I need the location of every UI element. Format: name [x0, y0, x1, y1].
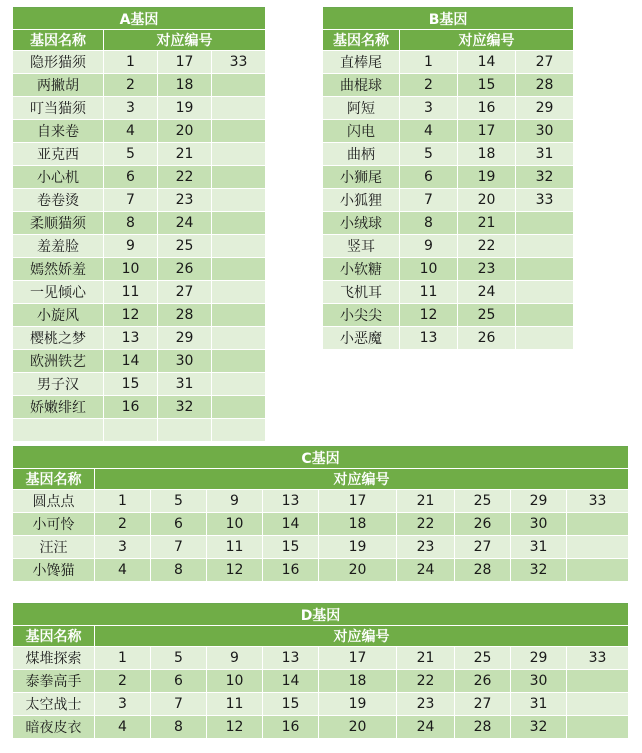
table-row: [13, 559, 629, 582]
code-cell: [212, 327, 266, 350]
code-cell: 27: [516, 51, 574, 74]
code-cell: [212, 373, 266, 396]
code-cell: 30: [511, 513, 567, 536]
gene-name-cell: 欧洲铁艺: [13, 350, 104, 373]
code-cell: [212, 419, 266, 442]
code-cell: 19: [158, 97, 212, 120]
code-cell: 1: [104, 51, 158, 74]
table-row: [13, 281, 266, 304]
table-row: [13, 396, 266, 419]
code-cell: 33: [212, 51, 266, 74]
code-cell: [567, 693, 629, 716]
code-cell: 3: [104, 97, 158, 120]
code-cell: 6: [104, 166, 158, 189]
code-cell: 13: [263, 647, 319, 670]
table-header-row: [323, 30, 574, 51]
code-cell: 32: [511, 716, 567, 739]
code-cell: [212, 212, 266, 235]
table-title-row: [13, 8, 266, 30]
code-cell: [567, 513, 629, 536]
code-cell: 20: [158, 120, 212, 143]
table-title-row: [13, 604, 629, 626]
code-cell: 10: [207, 513, 263, 536]
table-row: [13, 327, 266, 350]
code-cell: 16: [263, 559, 319, 582]
code-cell: 28: [516, 74, 574, 97]
code-cell: 26: [158, 258, 212, 281]
code-cell: 28: [455, 716, 511, 739]
code-cell: 1: [95, 490, 151, 513]
code-cell: 26: [455, 670, 511, 693]
code-cell: [567, 536, 629, 559]
code-cell: 25: [158, 235, 212, 258]
code-cell: 25: [458, 304, 516, 327]
code-cell: 26: [455, 513, 511, 536]
table-row: [323, 51, 574, 74]
code-cell: 6: [400, 166, 458, 189]
gene-name-cell: 隐形猫须: [13, 51, 104, 74]
gene-name-cell: 太空战士: [13, 693, 95, 716]
header-gene-name: 基因名称: [13, 469, 95, 490]
code-cell: 7: [400, 189, 458, 212]
gene-name-cell: 泰拳高手: [13, 670, 95, 693]
code-cell: 12: [207, 716, 263, 739]
code-cell: 17: [158, 51, 212, 74]
table-row: [13, 490, 629, 513]
table-row: [323, 327, 574, 350]
code-cell: 24: [397, 559, 455, 582]
code-cell: 11: [104, 281, 158, 304]
table-row: [13, 143, 266, 166]
gene-table-b: [322, 7, 574, 350]
gene-table-c: [12, 446, 629, 582]
table-row: [13, 97, 266, 120]
code-cell: 13: [400, 327, 458, 350]
table-row: [323, 212, 574, 235]
code-cell: 15: [104, 373, 158, 396]
gene-name-cell: 小绒球: [323, 212, 400, 235]
code-cell: 33: [567, 490, 629, 513]
code-cell: 11: [400, 281, 458, 304]
code-cell: [212, 97, 266, 120]
gene-name-cell: 嫣然娇羞: [13, 258, 104, 281]
code-cell: [212, 235, 266, 258]
table-row: [13, 373, 266, 396]
code-cell: 21: [397, 490, 455, 513]
code-cell: 18: [319, 513, 397, 536]
code-cell: 21: [158, 143, 212, 166]
code-cell: 1: [400, 51, 458, 74]
code-cell: 25: [455, 490, 511, 513]
code-cell: 30: [158, 350, 212, 373]
gene-name-cell: 娇嫩绯红: [13, 396, 104, 419]
code-cell: 1: [95, 647, 151, 670]
code-cell: 6: [151, 670, 207, 693]
gene-name-cell: 自来卷: [13, 120, 104, 143]
code-cell: 22: [158, 166, 212, 189]
code-cell: 30: [516, 120, 574, 143]
code-cell: [104, 419, 158, 442]
code-cell: 25: [455, 647, 511, 670]
gene-name-cell: 小馋猫: [13, 559, 95, 582]
table-row: [323, 74, 574, 97]
code-cell: [516, 327, 574, 350]
table-header-row: [13, 469, 629, 490]
gene-name-cell: 闪电: [323, 120, 400, 143]
code-cell: 22: [458, 235, 516, 258]
code-cell: 2: [400, 74, 458, 97]
code-cell: [212, 281, 266, 304]
table-row: [13, 716, 629, 739]
gene-name-cell: 柔顺猫须: [13, 212, 104, 235]
table-row: [13, 350, 266, 373]
code-cell: 24: [158, 212, 212, 235]
code-cell: 3: [95, 536, 151, 559]
code-cell: 11: [207, 536, 263, 559]
table-row: [13, 693, 629, 716]
gene-name-cell: 叮当猫须: [13, 97, 104, 120]
code-cell: [567, 559, 629, 582]
table-row: [13, 258, 266, 281]
code-cell: 31: [511, 693, 567, 716]
code-cell: [212, 143, 266, 166]
code-cell: 8: [400, 212, 458, 235]
code-cell: 14: [263, 670, 319, 693]
code-cell: [516, 258, 574, 281]
code-cell: 14: [104, 350, 158, 373]
code-cell: 10: [207, 670, 263, 693]
code-cell: 8: [104, 212, 158, 235]
code-cell: [567, 670, 629, 693]
gene-name-cell: 一见倾心: [13, 281, 104, 304]
code-cell: 16: [104, 396, 158, 419]
code-cell: 23: [397, 536, 455, 559]
code-cell: [212, 166, 266, 189]
code-cell: 7: [104, 189, 158, 212]
table-row: [323, 120, 574, 143]
code-cell: [212, 258, 266, 281]
code-cell: 9: [207, 647, 263, 670]
table-row: [13, 513, 629, 536]
table-row: [13, 647, 629, 670]
code-cell: 33: [516, 189, 574, 212]
code-cell: 28: [455, 559, 511, 582]
gene-name-cell: 小旋风: [13, 304, 104, 327]
table-row: [13, 166, 266, 189]
code-cell: 28: [158, 304, 212, 327]
code-cell: 15: [263, 536, 319, 559]
code-cell: [567, 716, 629, 739]
table-row: [323, 304, 574, 327]
gene-table-a: [12, 7, 266, 442]
code-cell: 4: [104, 120, 158, 143]
code-cell: 17: [319, 490, 397, 513]
code-cell: 11: [207, 693, 263, 716]
table-row: [13, 670, 629, 693]
gene-name-cell: 直棒尾: [323, 51, 400, 74]
code-cell: [516, 304, 574, 327]
code-cell: 10: [104, 258, 158, 281]
code-cell: 23: [458, 258, 516, 281]
code-cell: 18: [158, 74, 212, 97]
header-code: 对应编号: [95, 469, 629, 490]
gene-name-cell: 小恶魔: [323, 327, 400, 350]
gene-name-cell: 男子汉: [13, 373, 104, 396]
gene-name-cell: 暗夜皮衣: [13, 716, 95, 739]
code-cell: 20: [458, 189, 516, 212]
table-row: [13, 419, 266, 442]
code-cell: 2: [104, 74, 158, 97]
table-title: A基因: [13, 8, 266, 30]
code-cell: [212, 74, 266, 97]
table-title: C基因: [13, 447, 629, 469]
code-cell: 27: [455, 536, 511, 559]
table-row: [323, 281, 574, 304]
table-title: D基因: [13, 604, 629, 626]
table-row: [323, 97, 574, 120]
gene-name-cell: 竖耳: [323, 235, 400, 258]
gene-name-cell: 羞羞脸: [13, 235, 104, 258]
code-cell: 8: [151, 716, 207, 739]
code-cell: 12: [400, 304, 458, 327]
code-cell: 14: [263, 513, 319, 536]
code-cell: 16: [458, 97, 516, 120]
code-cell: 13: [104, 327, 158, 350]
table-header-row: [13, 30, 266, 51]
code-cell: 32: [511, 559, 567, 582]
table-row: [13, 235, 266, 258]
gene-name-cell: 汪汪: [13, 536, 95, 559]
code-cell: 21: [397, 647, 455, 670]
table-row: [323, 166, 574, 189]
table-row: [13, 120, 266, 143]
code-cell: 5: [104, 143, 158, 166]
code-cell: 17: [458, 120, 516, 143]
gene-name-cell: 小尖尖: [323, 304, 400, 327]
code-cell: 32: [516, 166, 574, 189]
table-row: [13, 304, 266, 327]
table-title-row: [13, 447, 629, 469]
code-cell: [212, 396, 266, 419]
table-row: [323, 189, 574, 212]
header-gene-name: 基因名称: [323, 30, 400, 51]
code-cell: 23: [397, 693, 455, 716]
code-cell: 31: [158, 373, 212, 396]
code-cell: 27: [455, 693, 511, 716]
gene-name-cell: 曲柄: [323, 143, 400, 166]
gene-name-cell: 圆点点: [13, 490, 95, 513]
table-title-row: [323, 8, 574, 30]
code-cell: 5: [400, 143, 458, 166]
table-header-row: [13, 626, 629, 647]
gene-name-cell: 小软糖: [323, 258, 400, 281]
gene-name-cell: 小狮尾: [323, 166, 400, 189]
code-cell: 24: [458, 281, 516, 304]
table-row: [13, 74, 266, 97]
code-cell: 27: [158, 281, 212, 304]
code-cell: 20: [319, 716, 397, 739]
gene-name-cell: 小心机: [13, 166, 104, 189]
gene-name-cell: 曲棍球: [323, 74, 400, 97]
code-cell: 18: [319, 670, 397, 693]
gene-name-cell: 卷卷烫: [13, 189, 104, 212]
header-code: 对应编号: [400, 30, 574, 51]
code-cell: 12: [104, 304, 158, 327]
code-cell: 23: [158, 189, 212, 212]
code-cell: 24: [397, 716, 455, 739]
code-cell: 14: [458, 51, 516, 74]
code-cell: 2: [95, 670, 151, 693]
code-cell: 5: [151, 490, 207, 513]
code-cell: [516, 212, 574, 235]
table-row: [13, 212, 266, 235]
code-cell: [158, 419, 212, 442]
table-row: [323, 258, 574, 281]
header-code: 对应编号: [104, 30, 266, 51]
code-cell: 15: [458, 74, 516, 97]
code-cell: 10: [400, 258, 458, 281]
gene-name-cell: 两撇胡: [13, 74, 104, 97]
gene-name-cell: 阿短: [323, 97, 400, 120]
code-cell: 3: [95, 693, 151, 716]
code-cell: 30: [511, 670, 567, 693]
code-cell: 7: [151, 693, 207, 716]
gene-name-cell: 亚克西: [13, 143, 104, 166]
code-cell: 29: [511, 490, 567, 513]
header-gene-name: 基因名称: [13, 30, 104, 51]
code-cell: 29: [516, 97, 574, 120]
code-cell: 19: [458, 166, 516, 189]
code-cell: 6: [151, 513, 207, 536]
code-cell: 21: [458, 212, 516, 235]
code-cell: [516, 281, 574, 304]
code-cell: 26: [458, 327, 516, 350]
header-code: 对应编号: [95, 626, 629, 647]
gene-name-cell: 煤堆探索: [13, 647, 95, 670]
code-cell: 8: [151, 559, 207, 582]
code-cell: 22: [397, 670, 455, 693]
code-cell: 12: [207, 559, 263, 582]
code-cell: 9: [400, 235, 458, 258]
code-cell: 16: [263, 716, 319, 739]
code-cell: [516, 235, 574, 258]
code-cell: [212, 189, 266, 212]
code-cell: 29: [511, 647, 567, 670]
code-cell: 7: [151, 536, 207, 559]
header-gene-name: 基因名称: [13, 626, 95, 647]
code-cell: 22: [397, 513, 455, 536]
code-cell: [212, 120, 266, 143]
code-cell: 32: [158, 396, 212, 419]
code-cell: 5: [151, 647, 207, 670]
gene-name-cell: 小可怜: [13, 513, 95, 536]
code-cell: 4: [95, 559, 151, 582]
table-row: [13, 536, 629, 559]
code-cell: 9: [104, 235, 158, 258]
code-cell: [212, 350, 266, 373]
table-row: [13, 51, 266, 74]
table-title: B基因: [323, 8, 574, 30]
code-cell: 4: [400, 120, 458, 143]
table-row: [13, 189, 266, 212]
code-cell: 3: [400, 97, 458, 120]
table-row: [323, 235, 574, 258]
code-cell: 29: [158, 327, 212, 350]
code-cell: 15: [263, 693, 319, 716]
gene-name-cell: 小狐狸: [323, 189, 400, 212]
code-cell: 13: [263, 490, 319, 513]
code-cell: 19: [319, 693, 397, 716]
code-cell: 9: [207, 490, 263, 513]
code-cell: 4: [95, 716, 151, 739]
code-cell: 31: [516, 143, 574, 166]
table-row: [323, 143, 574, 166]
code-cell: 19: [319, 536, 397, 559]
code-cell: 17: [319, 647, 397, 670]
code-cell: 33: [567, 647, 629, 670]
code-cell: 20: [319, 559, 397, 582]
gene-name-cell: [13, 419, 104, 442]
code-cell: 31: [511, 536, 567, 559]
gene-name-cell: 飞机耳: [323, 281, 400, 304]
gene-table-d: [12, 603, 629, 739]
code-cell: [212, 304, 266, 327]
code-cell: 18: [458, 143, 516, 166]
code-cell: 2: [95, 513, 151, 536]
gene-name-cell: 樱桃之梦: [13, 327, 104, 350]
